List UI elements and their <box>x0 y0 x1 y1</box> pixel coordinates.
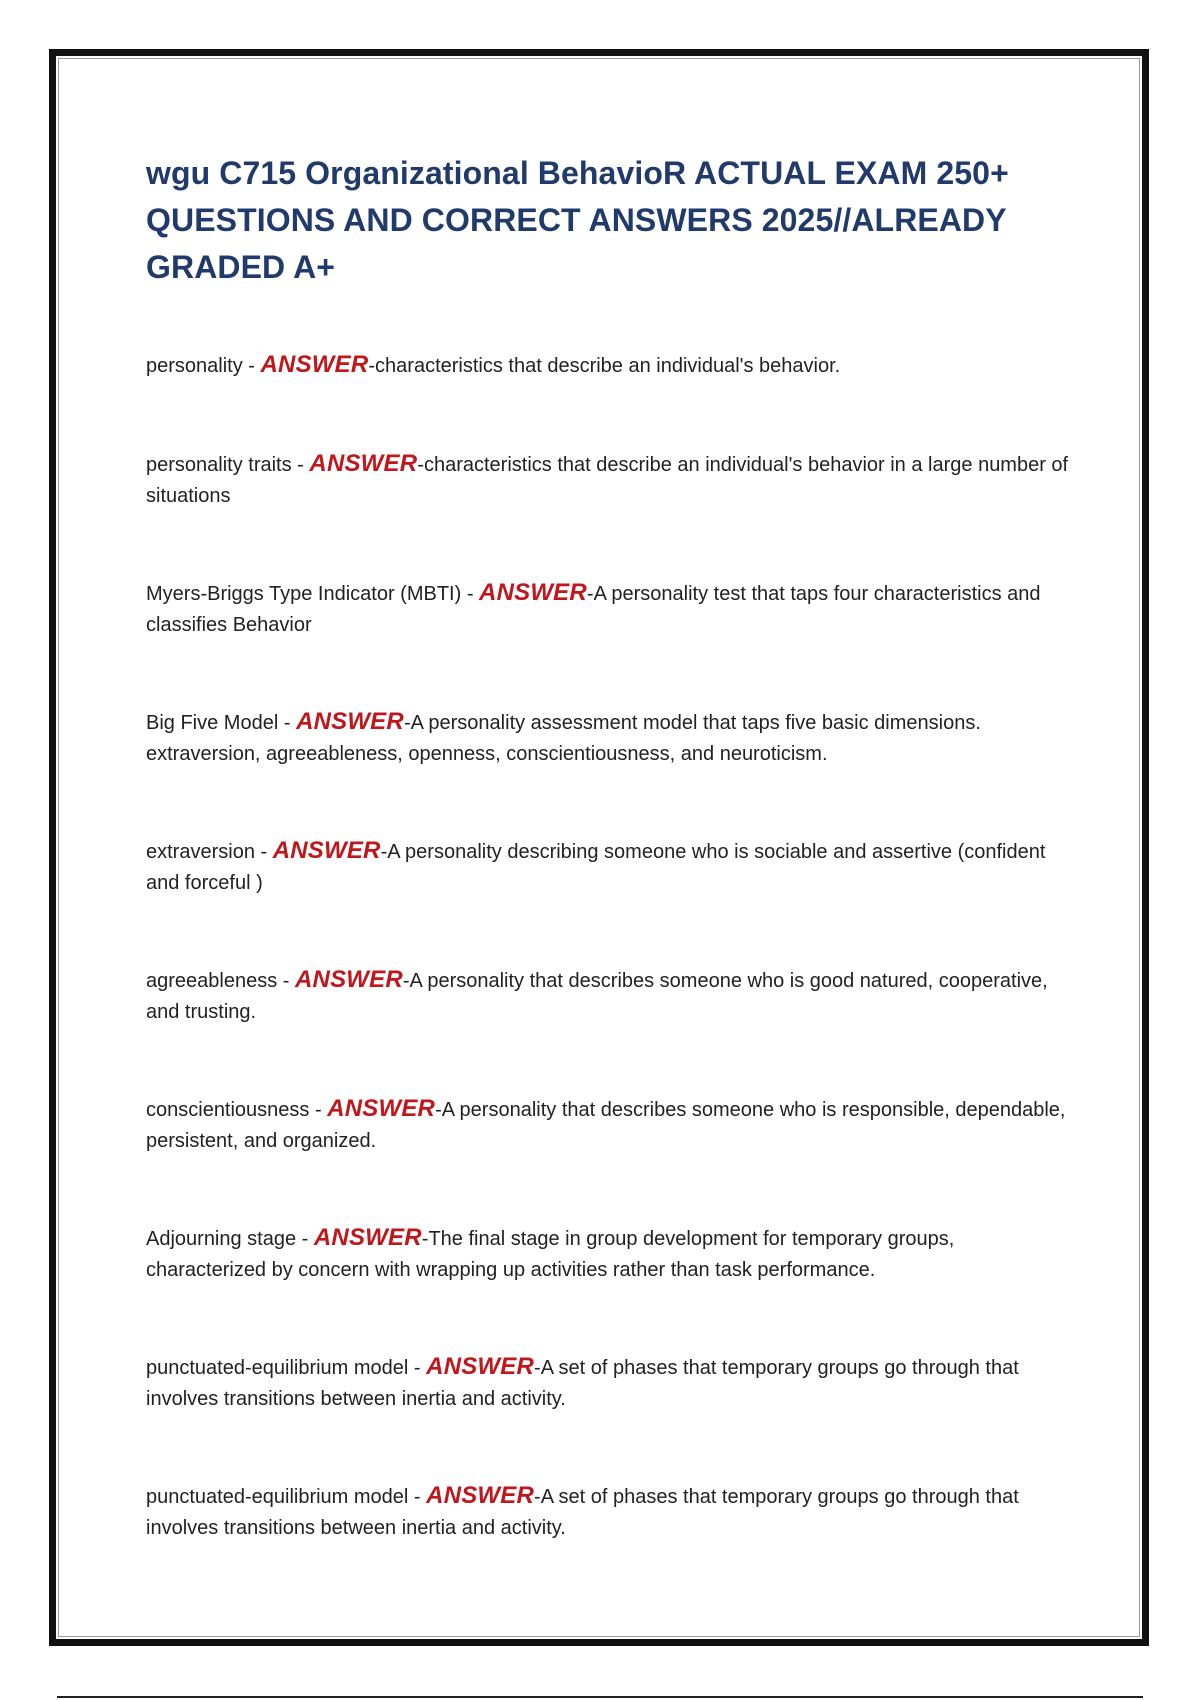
next-page-top-border <box>57 1696 1143 1698</box>
qa-separator: - <box>586 583 594 605</box>
qa-separator: - <box>277 970 295 992</box>
qa-definition: The final stage in group development for temporary groups, characterized by concern with wrapping up activities rather than task performance. <box>146 1228 955 1281</box>
qa-definition: A personality test that taps four characteristics and classifies Behavior <box>146 583 1041 636</box>
qa-separator: - <box>435 1099 442 1121</box>
answer-label: ANSWER <box>296 708 404 735</box>
qa-definition: characteristics that describe an individual's behavior in a large number of situations <box>146 454 1069 507</box>
qa-term: extraversion <box>146 841 255 863</box>
qa-item <box>146 448 1076 512</box>
qa-item <box>146 964 1076 1028</box>
qa-separator: - <box>417 454 424 476</box>
answer-label: ANSWER <box>426 1353 535 1380</box>
qa-item <box>146 1480 1076 1544</box>
qa-item <box>146 577 1076 641</box>
qa-item <box>146 706 1076 770</box>
answer-label: ANSWER <box>313 1224 422 1251</box>
qa-term: Myers-Briggs Type Indicator (MBTI) <box>146 583 462 605</box>
qa-separator: - <box>368 355 376 377</box>
qa-item <box>146 1351 1076 1415</box>
qa-definition: A personality assessment model that taps five basic dimensions. extraversion, agreeableness, openness, conscientiousness, and neuroticism. <box>146 712 981 765</box>
document-title: wgu C715 Organizational BehavioR ACTUAL EXAM 250+ QUESTIONS AND CORRECT ANSWERS 2025//ALREADY GRADED A+ <box>146 155 1009 285</box>
qa-definition: characteristics that describe an individual's behavior. <box>375 355 841 377</box>
qa-separator: - <box>461 583 480 605</box>
answer-label: ANSWER <box>295 966 403 993</box>
answer-label: ANSWER <box>309 450 418 477</box>
qa-term: personality <box>146 355 243 377</box>
qa-separator: - <box>242 355 261 377</box>
qa-separator: - <box>534 1357 541 1379</box>
qa-separator: - <box>403 712 411 734</box>
qa-separator: - <box>421 1228 429 1250</box>
qa-separator: - <box>534 1486 541 1508</box>
qa-term: agreeableness <box>146 970 278 992</box>
qa-separator: - <box>291 454 310 476</box>
qa-term: conscientiousness <box>146 1099 310 1121</box>
qa-separator: - <box>408 1357 427 1379</box>
qa-separator: - <box>380 841 388 863</box>
qa-list <box>146 349 1076 1544</box>
qa-separator: - <box>254 841 273 863</box>
qa-separator: - <box>402 970 410 992</box>
qa-separator: - <box>296 1228 314 1250</box>
qa-item <box>146 835 1076 899</box>
qa-definition: A personality that describes someone who is good natured, cooperative, and trusting. <box>146 970 1048 1023</box>
qa-definition: A personality describing someone who is sociable and assertive (confident and forceful ) <box>146 841 1046 894</box>
answer-label: ANSWER <box>272 837 381 864</box>
qa-term: Adjourning stage <box>146 1228 297 1250</box>
qa-definition: A set of phases that temporary groups go through that involves transitions between inertia and activity. <box>146 1357 1019 1410</box>
qa-definition: A personality that describes someone who is responsible, dependable, persistent, and organized. <box>146 1099 1066 1152</box>
qa-separator: - <box>309 1099 328 1121</box>
qa-separator: - <box>278 712 297 734</box>
answer-label: ANSWER <box>260 351 369 378</box>
qa-item <box>146 1222 1076 1286</box>
qa-item <box>146 349 1076 382</box>
qa-definition: A set of phases that temporary groups go through that involves transitions between inertia and activity. <box>146 1486 1019 1539</box>
answer-label: ANSWER <box>327 1095 436 1122</box>
qa-term: Big Five Model <box>146 712 279 734</box>
qa-item <box>146 1093 1076 1157</box>
qa-term: punctuated-equilibrium model <box>146 1357 409 1379</box>
document-content <box>146 150 1076 1609</box>
qa-term: punctuated-equilibrium model <box>146 1486 409 1508</box>
qa-term: personality traits <box>146 454 292 476</box>
answer-label: ANSWER <box>426 1482 535 1509</box>
answer-label: ANSWER <box>479 579 587 606</box>
document-page <box>49 49 1149 1646</box>
qa-separator: - <box>408 1486 427 1508</box>
